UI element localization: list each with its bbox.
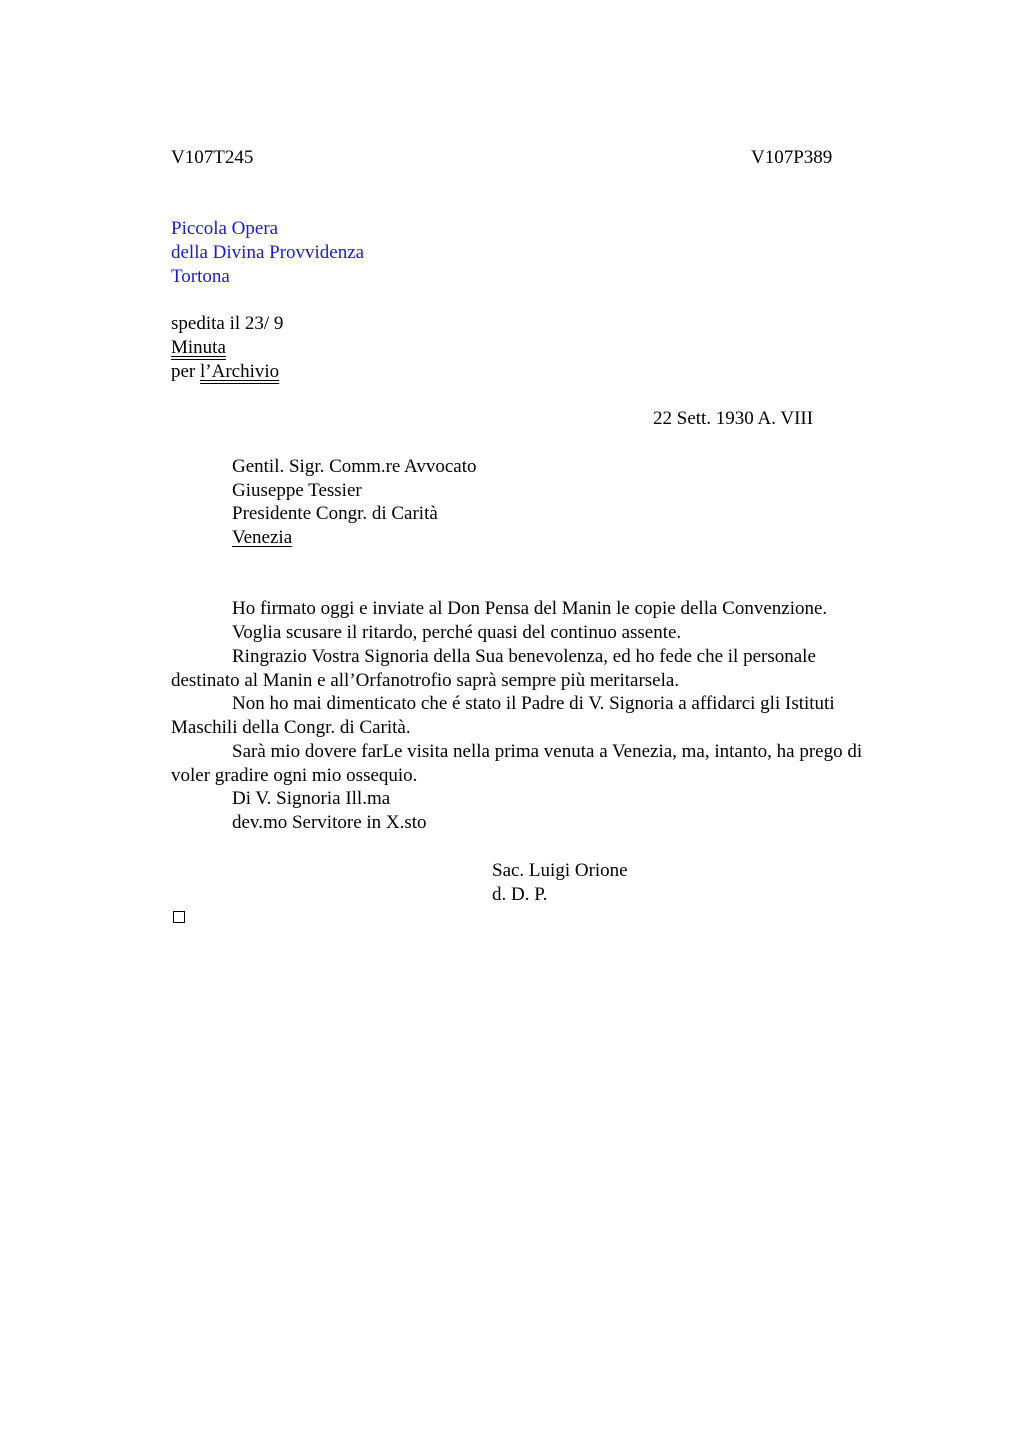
left-document-code: V107T245	[171, 147, 254, 168]
closing-line-2: dev.mo Servitore in X.sto	[232, 812, 427, 833]
signature-suffix: d. D. P.	[492, 884, 548, 905]
letter-date: 22 Sett. 1930 A. VIII	[653, 408, 814, 429]
archive-note	[171, 360, 279, 384]
right-document-code: V107P389	[751, 147, 833, 168]
archive-note-target: l’Archivio	[200, 361, 280, 382]
letterhead-line-3: Tortona	[171, 266, 230, 287]
archive-note-prefix: per	[171, 361, 201, 382]
letterhead-line-1: Piccola Opera	[171, 218, 279, 239]
body-line-7: Sarà mio dovere farLe visita nella prima venuta a Venezia, ma, intanto, ha prego di	[232, 741, 863, 762]
signature-name: Sac. Luigi Orione	[492, 860, 628, 881]
recipient-line-1: Gentil. Sigr. Comm.re Avvocato	[232, 456, 477, 477]
body-line-1: Ho firmato oggi e inviate al Don Pensa del Manin le copie della Convenzione.	[232, 598, 828, 619]
end-box-icon	[173, 911, 185, 923]
body-line-8: voler gradire ogni mio ossequio.	[171, 765, 418, 786]
body-line-2: Voglia scusare il ritardo, perché quasi del continuo assente.	[232, 622, 682, 643]
body-line-5: Non ho mai dimenticato che é stato il Padre di V. Signoria a affidarci gli Istituti	[232, 693, 835, 714]
closing-line-1: Di V. Signoria Ill.ma	[232, 788, 391, 809]
letterhead-line-2: della Divina Provvidenza	[171, 242, 365, 263]
recipient-city: Venezia	[232, 527, 293, 548]
body-line-4: destinato al Manin e all’Orfanotrofio saprà sempre più meritarsela.	[171, 670, 680, 691]
recipient-line-2: Giuseppe Tessier	[232, 480, 362, 501]
sent-note: spedita il 23/ 9	[171, 313, 284, 334]
minuta-note: Minuta	[171, 337, 226, 358]
body-line-6: Maschili della Congr. di Carità.	[171, 717, 411, 738]
body-line-3: Ringrazio Vostra Signoria della Sua benevolenza, ed ho fede che il personale	[232, 646, 816, 667]
recipient-line-3: Presidente Congr. di Carità	[232, 503, 438, 524]
